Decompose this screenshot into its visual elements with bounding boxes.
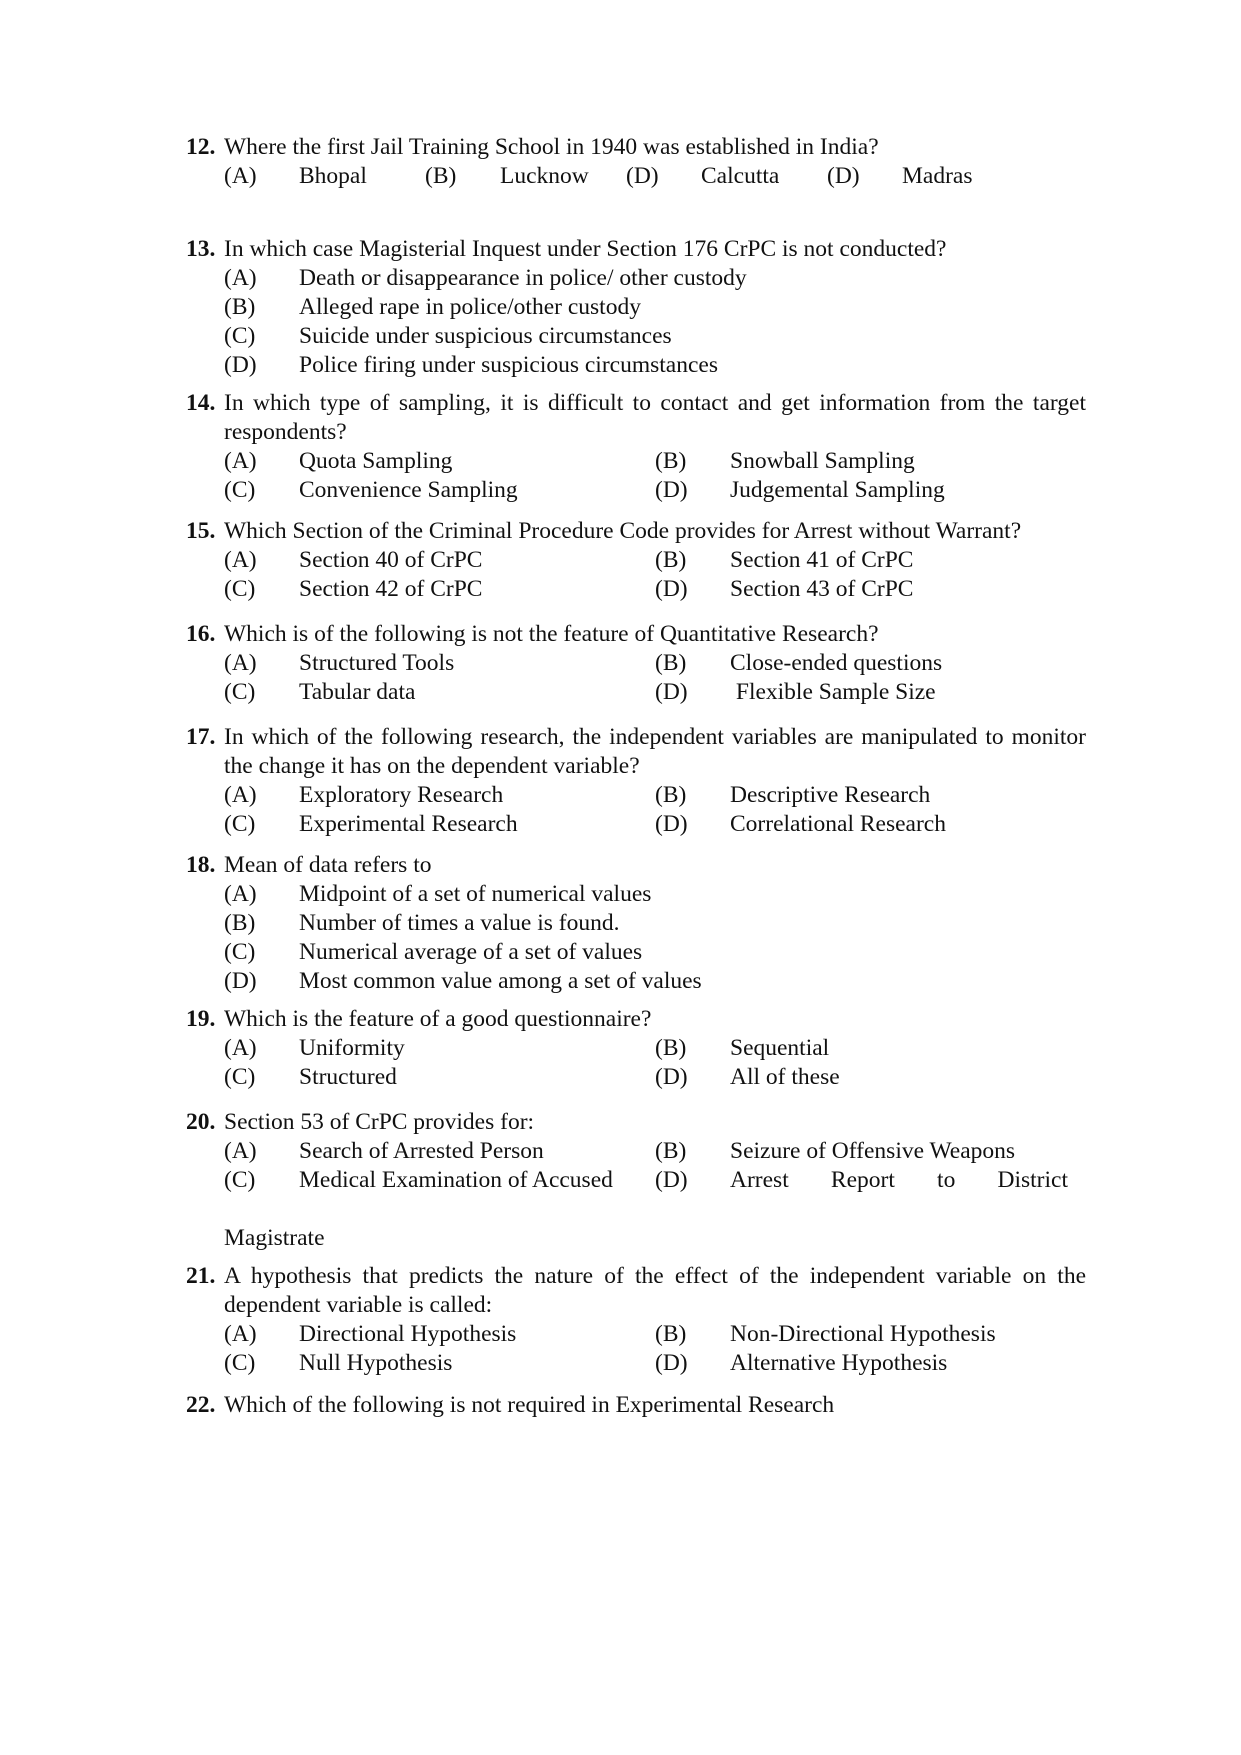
options <box>224 546 1086 604</box>
option-text: Death or disappearance in police/ other custody <box>299 265 747 291</box>
question-19 <box>186 1005 1086 1092</box>
option-b <box>655 781 1086 810</box>
option-key: (C) <box>224 811 256 837</box>
option-key: (D) <box>626 163 659 189</box>
option-c <box>224 322 1084 351</box>
question-13 <box>186 235 1086 380</box>
option-key: (A) <box>224 163 257 189</box>
question-text: Which is of the following is not the feature of Quantitative Research? <box>224 621 879 647</box>
option-text: Structured Tools <box>299 650 455 676</box>
option-c <box>224 1349 655 1378</box>
option-key: (D) <box>224 968 257 994</box>
option-key: (B) <box>425 163 457 189</box>
option-text: Sequential <box>730 1035 830 1061</box>
option-key: (D) <box>224 352 257 378</box>
option-b <box>224 909 1084 938</box>
options <box>224 1137 1086 1195</box>
option-text: Section 42 of CrPC <box>299 576 483 602</box>
option-key: (C) <box>224 1064 256 1090</box>
option-key: (B) <box>655 650 687 676</box>
option-key: (A) <box>224 1321 257 1347</box>
option-text: Police firing under suspicious circumstances <box>299 352 718 378</box>
option-key: (B) <box>655 1321 687 1347</box>
option-d <box>655 1166 1086 1195</box>
options <box>224 162 1086 191</box>
option-d <box>655 1349 1086 1378</box>
option-b <box>655 447 1086 476</box>
question-15 <box>186 517 1086 604</box>
option-text: Uniformity <box>299 1035 405 1061</box>
option-word: Arrest <box>730 1167 789 1193</box>
option-d <box>655 575 1086 604</box>
option-a <box>224 264 1084 293</box>
option-text: Medical Examination of Accused <box>299 1167 613 1193</box>
option-text: Close-ended questions <box>730 650 943 676</box>
option-a <box>224 781 655 810</box>
option-text <box>730 1166 1068 1195</box>
option-text: Snowball Sampling <box>730 448 915 474</box>
option-d <box>655 1063 1086 1092</box>
option-a <box>224 1320 655 1349</box>
options <box>224 649 1086 707</box>
option-text: Search of Arrested Person <box>299 1138 544 1164</box>
question-text: Section 53 of CrPC provides for: <box>224 1109 535 1135</box>
options <box>224 1034 1086 1092</box>
option-text: Section 40 of CrPC <box>299 547 483 573</box>
option-key: (B) <box>655 1138 687 1164</box>
option-key: (D) <box>655 477 688 503</box>
option-text: Midpoint of a set of numerical values <box>299 881 652 907</box>
option-c <box>224 575 655 604</box>
option-b <box>655 1034 1086 1063</box>
option-text: Tabular data <box>299 679 416 705</box>
option-text: Judgemental Sampling <box>730 477 945 503</box>
option-c <box>224 678 655 707</box>
question-text: Which Section of the Criminal Procedure Code provides for Arrest without Warrant? <box>224 518 1022 544</box>
option-text: Exploratory Research <box>299 782 504 808</box>
option-d <box>224 351 1084 380</box>
question-12 <box>186 133 1086 191</box>
options <box>224 264 1086 380</box>
option-key: (C) <box>224 1167 256 1193</box>
question-18 <box>186 851 1086 996</box>
question-22 <box>186 1391 1086 1420</box>
option-key: (C) <box>224 576 256 602</box>
option-d <box>224 967 1084 996</box>
option-d <box>655 678 1086 707</box>
question-number: 16. <box>186 621 216 647</box>
question-number: 14. <box>186 390 216 416</box>
option-continuation: Magistrate <box>224 1225 325 1251</box>
option-text: Bhopal <box>299 163 367 189</box>
option-text: Experimental Research <box>299 811 518 837</box>
question-number: 12. <box>186 134 216 160</box>
question-number: 19. <box>186 1006 216 1032</box>
option-key: (A) <box>224 1035 257 1061</box>
option-key: (A) <box>224 881 257 907</box>
question-21 <box>186 1262 1086 1378</box>
question-number: 21. <box>186 1263 216 1289</box>
option-c <box>224 476 655 505</box>
option-key: (B) <box>655 1035 687 1061</box>
option-text: Alternative Hypothesis <box>730 1350 948 1376</box>
option-d <box>655 810 1086 839</box>
option-key: (D) <box>655 811 688 837</box>
option-text: Non-Directional Hypothesis <box>730 1321 996 1347</box>
options <box>224 1320 1086 1378</box>
option-key: (B) <box>655 547 687 573</box>
option-key: (C) <box>224 679 256 705</box>
option-key: (A) <box>224 547 257 573</box>
option-text: Number of times a value is found. <box>299 910 620 936</box>
option-c <box>224 938 1084 967</box>
option-key: (C) <box>224 477 256 503</box>
options <box>224 447 1086 505</box>
option-key: (A) <box>224 650 257 676</box>
option-b <box>655 1137 1086 1166</box>
option-key: (B) <box>655 782 687 808</box>
option-key: (A) <box>224 265 257 291</box>
option-text: Directional Hypothesis <box>299 1321 517 1347</box>
option-text: Madras <box>902 163 973 189</box>
option-b <box>655 546 1086 575</box>
option-key: (D) <box>655 1350 688 1376</box>
option-key: (D) <box>655 1167 688 1193</box>
option-text: Quota Sampling <box>299 448 453 474</box>
question-text: In which of the following research, the independent variables are manipulated to monitor the change it has on the dependent variable? <box>224 724 1086 779</box>
option-text: Suicide under suspicious circumstances <box>299 323 672 349</box>
option-c <box>224 1063 655 1092</box>
question-text: Mean of data refers to <box>224 852 432 878</box>
option-word: District <box>997 1167 1068 1193</box>
question-16 <box>186 620 1086 707</box>
question-number: 17. <box>186 724 216 750</box>
question-text: Where the first Jail Training School in 1940 was established in India? <box>224 134 879 160</box>
question-text: A hypothesis that predicts the nature of the effect of the independent variable on the dependent variable is called: <box>224 1263 1086 1318</box>
question-text: Which is the feature of a good questionnaire? <box>224 1006 652 1032</box>
option-text: Correlational Research <box>730 811 946 837</box>
option-a <box>224 1034 655 1063</box>
option-key: (D) <box>655 679 688 705</box>
option-text: Null Hypothesis <box>299 1350 453 1376</box>
option-text: Structured <box>299 1064 397 1090</box>
option-a <box>224 649 655 678</box>
options <box>224 880 1086 996</box>
option-key: (A) <box>224 782 257 808</box>
option-b <box>224 293 1084 322</box>
question-text: In which type of sampling, it is difficult to contact and get information from the target respondents? <box>224 390 1086 445</box>
option-a <box>224 546 655 575</box>
option-text: Descriptive Research <box>730 782 931 808</box>
option-key: (C) <box>224 1350 256 1376</box>
question-text: In which case Magisterial Inquest under Section 176 CrPC is not conducted? <box>224 236 947 262</box>
option-word: Report <box>830 1167 895 1193</box>
question-14 <box>186 389 1086 505</box>
option-text: Alleged rape in police/other custody <box>299 294 641 320</box>
option-key: (B) <box>655 448 687 474</box>
option-c <box>224 1166 655 1195</box>
options <box>224 781 1086 839</box>
option-key: (B) <box>224 294 256 320</box>
question-text: Which of the following is not required in Experimental Research <box>224 1392 835 1418</box>
option-key: (A) <box>224 448 257 474</box>
question-number: 18. <box>186 852 216 878</box>
option-key: (A) <box>224 1138 257 1164</box>
option-text: Seizure of Offensive Weapons <box>730 1138 1016 1164</box>
option-text: Section 41 of CrPC <box>730 547 914 573</box>
option-text: All of these <box>730 1064 840 1090</box>
option-a <box>224 447 655 476</box>
option-b <box>655 649 1086 678</box>
question-number: 20. <box>186 1109 216 1135</box>
option-text: Section 43 of CrPC <box>730 576 914 602</box>
option-word: to <box>937 1167 956 1193</box>
option-key: (D) <box>655 576 688 602</box>
option-key: (C) <box>224 939 256 965</box>
question-number: 22. <box>186 1392 216 1418</box>
option-c <box>224 810 655 839</box>
option-key: (D) <box>655 1064 688 1090</box>
option-text: Most common value among a set of values <box>299 968 702 994</box>
option-text: Flexible Sample Size <box>730 679 936 705</box>
option-a <box>224 880 1084 909</box>
option-key: (B) <box>224 910 256 936</box>
question-number: 13. <box>186 236 216 262</box>
option-a <box>224 1137 655 1166</box>
option-key: (D) <box>827 163 860 189</box>
option-key: (C) <box>224 323 256 349</box>
option-text: Numerical average of a set of values <box>299 939 643 965</box>
question-17 <box>186 723 1086 839</box>
option-b <box>655 1320 1086 1349</box>
option-d <box>655 476 1086 505</box>
option-text: Convenience Sampling <box>299 477 518 503</box>
option-text: Calcutta <box>701 163 780 189</box>
question-20 <box>186 1108 1086 1253</box>
option-text: Lucknow <box>500 163 589 189</box>
question-number: 15. <box>186 518 216 544</box>
